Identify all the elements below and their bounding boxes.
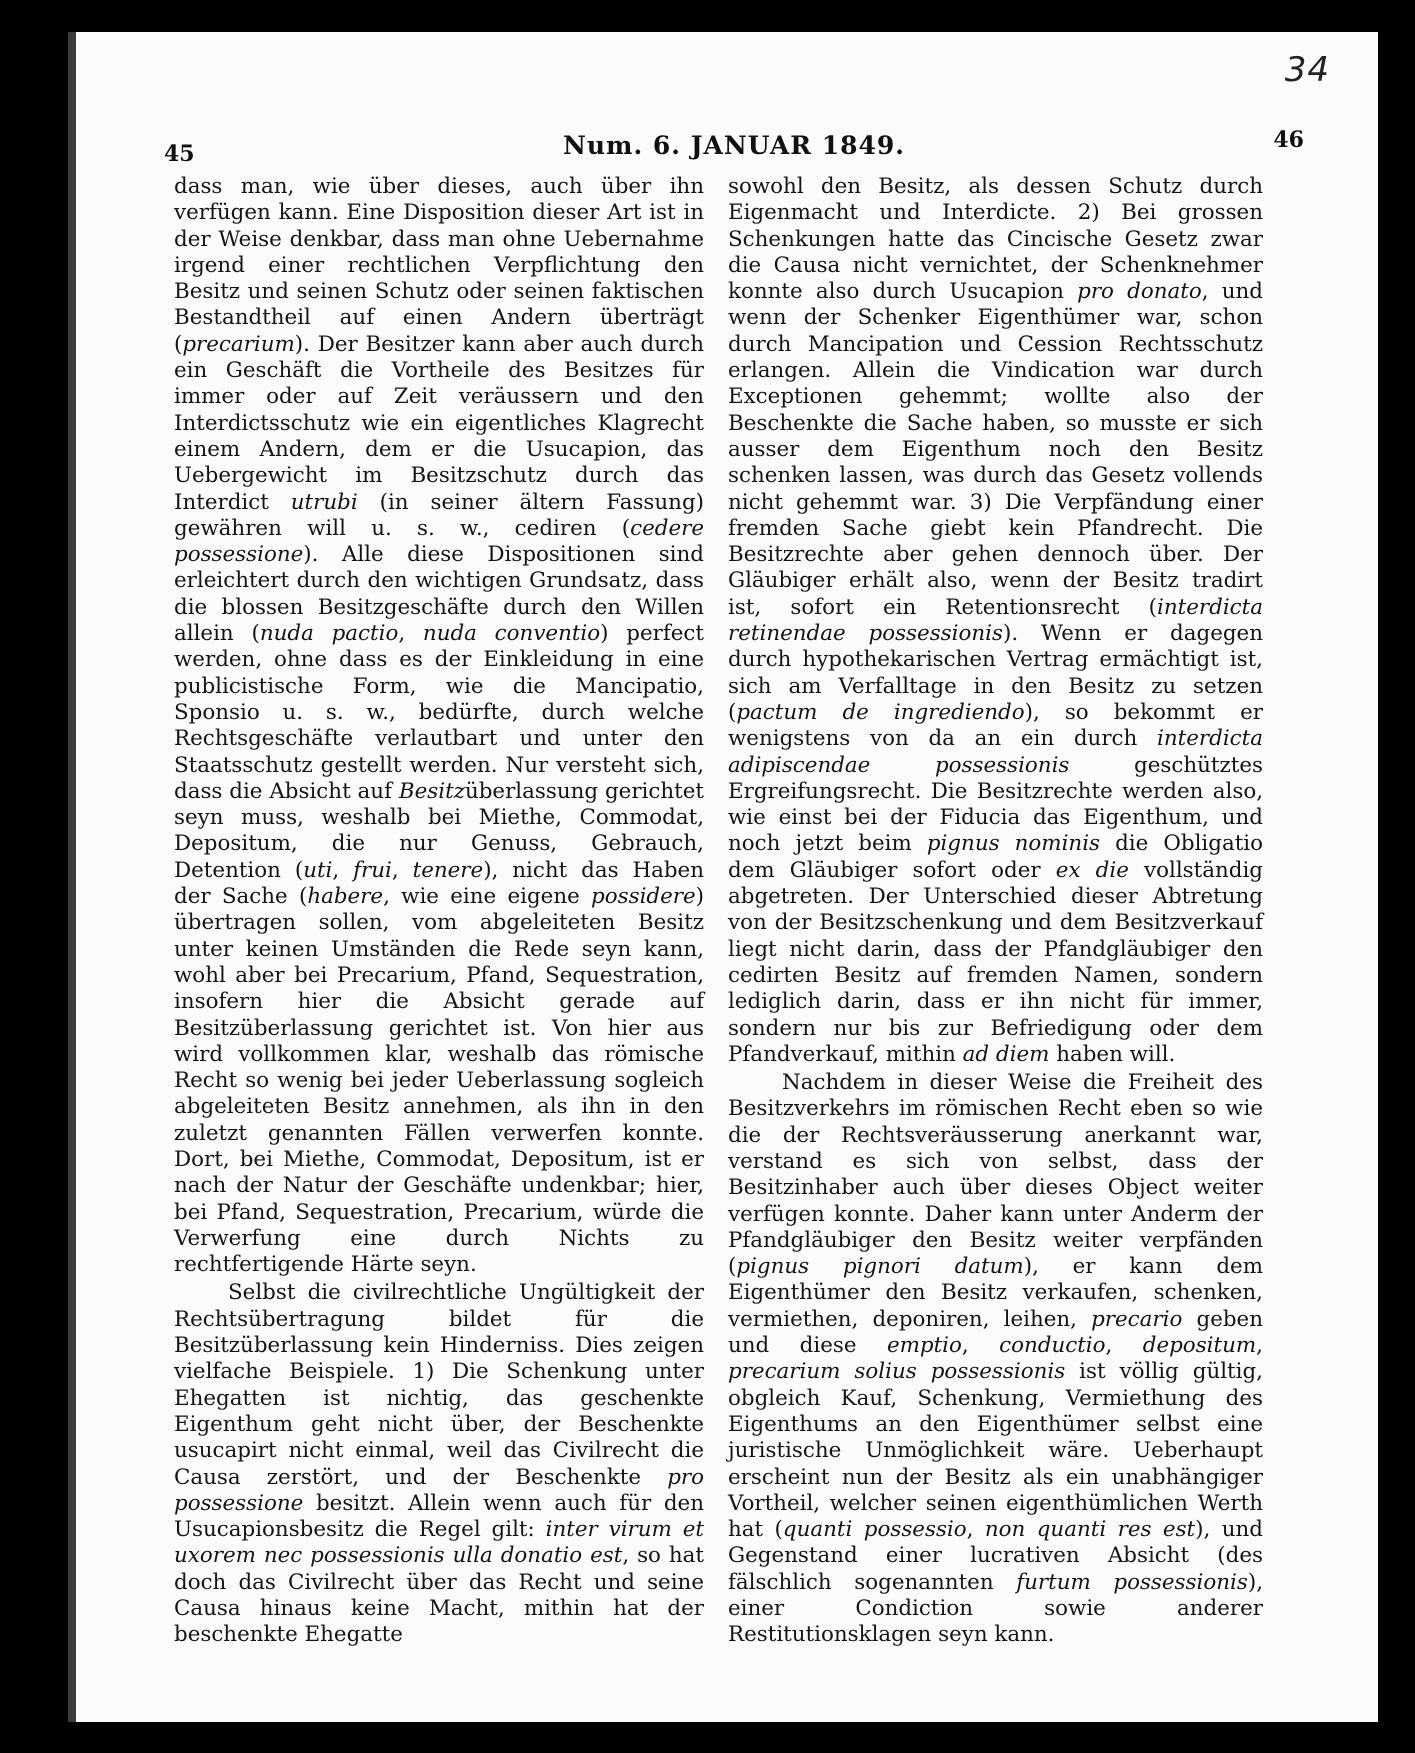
text-run: ). Der Besitzer kann aber auch durch ein Geschäft die Vortheile des Besitzes für immer oder auf Zeit veräussern und den Interdictsschutz wie ein eigentliches Klagrecht einem Andern, dem er die Usucapion, das Uebergewicht im Besitzschutz durch das Interdict [174,331,704,515]
text-run: vollständig abgetreten. Der Unterschied dieser Abtretung von der Besitzschenkung und dem Besitzverkauf liegt nicht darin, dass der Pfandgläubiger den cedirten Besitz auf fremden Namen, sondern lediglich darin, dass er ihn nicht für immer, sondern nur bis zur Befriedigung oder dem Pfandverkauf, mithin [728,857,1263,1067]
latin-term: uti [303,857,333,883]
latin-term: cedere possessione [174,515,704,568]
latin-term: pignus pignori datum [736,1254,1024,1280]
latin-term: precarium [182,331,295,357]
text-run: ) übertragen sollen, vom abgeleiteten Besitz unter keinen Umständen die Rede seyn kann, wohl aber bei Precarium, Pfand, Sequestration, insofern hier die Absicht gerade auf Besitzüberlassung gerichtet ist. Von hier aus wird vollkommen klar, weshalb das römische Recht so wenig bei jeder Ueberlassung sogleich abgeleiteten Besitz annehmen, als ihn in den zuletzt genannten Fällen verwerfen konnte. Dort, bei Miethe, Commodat, Depositum, ist er nach der Natur der Geschäfte undenkbar; hier, bei Pfand, Sequestration, Precarium, würde die Verwerfung eine durch Nichts zu rechtfertigende Härte seyn. [174,884,705,1278]
text-run: ), nicht das Haben der Sache ( [174,857,704,910]
text-run: ), und Gegenstand einer lucrativen Absicht (des fälschlich sogenannten [728,1517,1263,1595]
latin-term: conductio [999,1333,1106,1359]
text-run: , [961,1333,1000,1359]
latin-term: pro possessione [174,1464,704,1516]
journal-page [68,32,1378,1722]
text-run: ), er kann dem Eigenthümer den Besitz verkaufen, schenken, vermiethen, deponiren, leihen, [728,1254,1263,1332]
text-run: Selbst die civilrechtliche Ungültigkeit der Rechtsübertragung bildet für die Besitzüberlassung kein Hinderniss. Dies zeigen vielfache Beispiele. 1) Die Schenkung unter Ehegatten ist nichtig, das geschenkte Eigenthum geht nicht über, der Beschenkte usucapirt nicht einmal, weil das Civilrecht die Causa zerstört, und der Beschenkte [174,1280,704,1490]
latin-term: nuda conventio [422,621,601,647]
paragraph [174,174,704,1278]
text-run: , und wenn der Schenker Eigenthümer war, schon durch Mancipation und Cession Rechtsschutz erlangen. Allein die Vindication war durch Exceptionen gehemmt; wollte also der Beschenkte die Sache haben, so musste er sich ausser dem Eigenthum noch den Besitz schenken lassen, was durch das Gesetz vollends nicht gehemmt war. 3) Die Verpfändung einer fremden Sache giebt kein Pfandrecht. Die Besitzrechte aber gehen dennoch über. Der Gläubiger erhält also, wenn der Besitz tradirt ist, sofort ein Retentionsrecht ( [728,279,1263,620]
text-run: , [398,621,423,647]
text-column-right [728,174,1263,1649]
text-run: geschütztes Ergreifungsrecht. Die Besitzrechte werden also, wie einst bei der Fiducia das Eigenthum, und noch jetzt beim [728,752,1263,857]
latin-term: possidere [591,884,696,910]
text-run: dass man, wie über dieses, auch über ihn verfügen kann. Eine Disposition dieser Art ist in der Weise denkbar, dass man ohne Uebernahme irgend einer rechtlichen Verpflichtung den Besitz und seinen Schutz oder seinen faktischen Bestandtheil auf einen Andern überträgt ( [174,174,704,357]
text-run: ) perfect werden, ohne dass es der Einkleidung in eine publicistische Form, wie die Mancipatio, Sponsio u. s. w., bedürfte, durch welche Rechtsgeschäfte verlautbart und unter den Staatsschutz gestellt werden. Nur versteht sich, dass die Absicht auf [174,621,704,804]
latin-term: quanti possessio [782,1517,967,1543]
latin-term: emptio [886,1333,962,1359]
text-run: ist völlig gültig, obgleich Kauf, Schenkung, Vermiethung des Eigenthums an den Eigenthümer selbst eine juristische Unmöglichkeit wäre. Ueberhaupt erscheint nun der Besitz als ein unabhängiger Vortheil, welcher seinen eigenthümlichen Werth hat ( [728,1359,1263,1543]
text-run: , [332,857,354,883]
latin-term: tenere [412,857,484,883]
latin-term: pro donato [1077,279,1202,305]
latin-term: precario [1091,1306,1183,1332]
latin-term: nuda pactio [259,621,399,647]
latin-term: interdicta adipiscendae possessionis [728,726,1263,778]
text-run: besitzt. Allein wenn auch für den Usucapionsbesitz die Regel gilt: [174,1490,704,1543]
latin-term: non quanti res est [984,1517,1196,1543]
latin-term: furtum possessionis [1016,1569,1248,1595]
text-run: ). Alle diese Dispositionen sind erleichtert durch den wichtigen Grundsatz, dass die blossen Besitzgeschäfte durch den Willen allein ( [174,542,704,647]
text-run: , [1105,1333,1143,1359]
text-run: , [391,857,413,883]
text-run: geben und diese [728,1306,1263,1359]
latin-term: pactum de ingrediendo [736,699,1025,725]
latin-term: utrubi [290,489,358,515]
latin-term: pignus nominis [926,831,1101,857]
page-number-right: 46 [1273,127,1304,153]
text-run: die Obligatio dem Gläubiger sofort oder [728,831,1264,883]
text-run: ). Wenn er dagegen durch hypothekarischen Vertrag ermächtigt ist, sich am Verfalltage in den Besitz zu setzen ( [728,621,1263,725]
latin-term: ex die [1055,857,1129,883]
text-run: , [966,1517,985,1543]
text-run: ), so bekommt er wenigstens von da an ein durch [728,699,1263,752]
text-run: überlassung gerichtet seyn muss, weshalb bei Miethe, Commodat, Depositum, die nur Genuss, Gebrauch, Detention ( [174,778,704,883]
latin-term: habere [307,884,384,910]
text-run: ), einer Condiction sowie anderer Restitutionsklagen seyn kann. [728,1569,1263,1648]
latin-term: precarium solius possessionis [728,1359,1066,1385]
latin-term: Besitz [398,778,465,804]
latin-term: frui [353,857,392,883]
page-number-left: 45 [164,141,195,167]
paragraph [728,174,1263,1068]
latin-term: interdicta retinendae possessionis [728,594,1263,647]
text-run: haben will. [1049,1041,1176,1067]
text-run: , wie eine eigene [383,884,592,910]
paragraph [728,1070,1263,1649]
latin-term: inter virum et uxorem nec possessionis ulla donatio est [174,1517,704,1569]
text-run: sowohl den Besitz, als dessen Schutz durch Eigenmacht und Interdicte. 2) Bei grossen Schenkungen hatte das Cincische Gesetz zwar die Causa nicht vernichtet, der Schenknehmer konnte also durch Usucapion [728,174,1263,305]
text-run: (in seiner ältern Fassung) gewähren will u. s. w., cediren ( [174,489,704,541]
text-column-left [174,174,704,1649]
handwritten-folio-number: 34 [1284,50,1330,90]
paragraph [174,1280,704,1648]
text-run: , [1256,1333,1263,1359]
text-run: , so hat doch das Civilrecht über das Recht und seine Causa hinaus keine Macht, mithin hat der beschenkte Ehegatte [174,1543,704,1648]
issue-title: Num. 6. JANUAR 1849. [563,131,905,160]
latin-term: ad diem [962,1041,1050,1067]
text-run: Nachdem in dieser Weise die Freiheit des Besitzverkehrs im römischen Recht eben so wie die der Rechtsveräusserung anerkannt war, verstand es sich von selbst, dass der Besitzinhaber auch über dieses Object weiter verfügen konnte. Daher kann unter Anderm der Pfandgläubiger den Besitz weiter verpfänden ( [728,1070,1263,1280]
page-header [164,127,1304,167]
latin-term: depositum [1142,1333,1257,1359]
